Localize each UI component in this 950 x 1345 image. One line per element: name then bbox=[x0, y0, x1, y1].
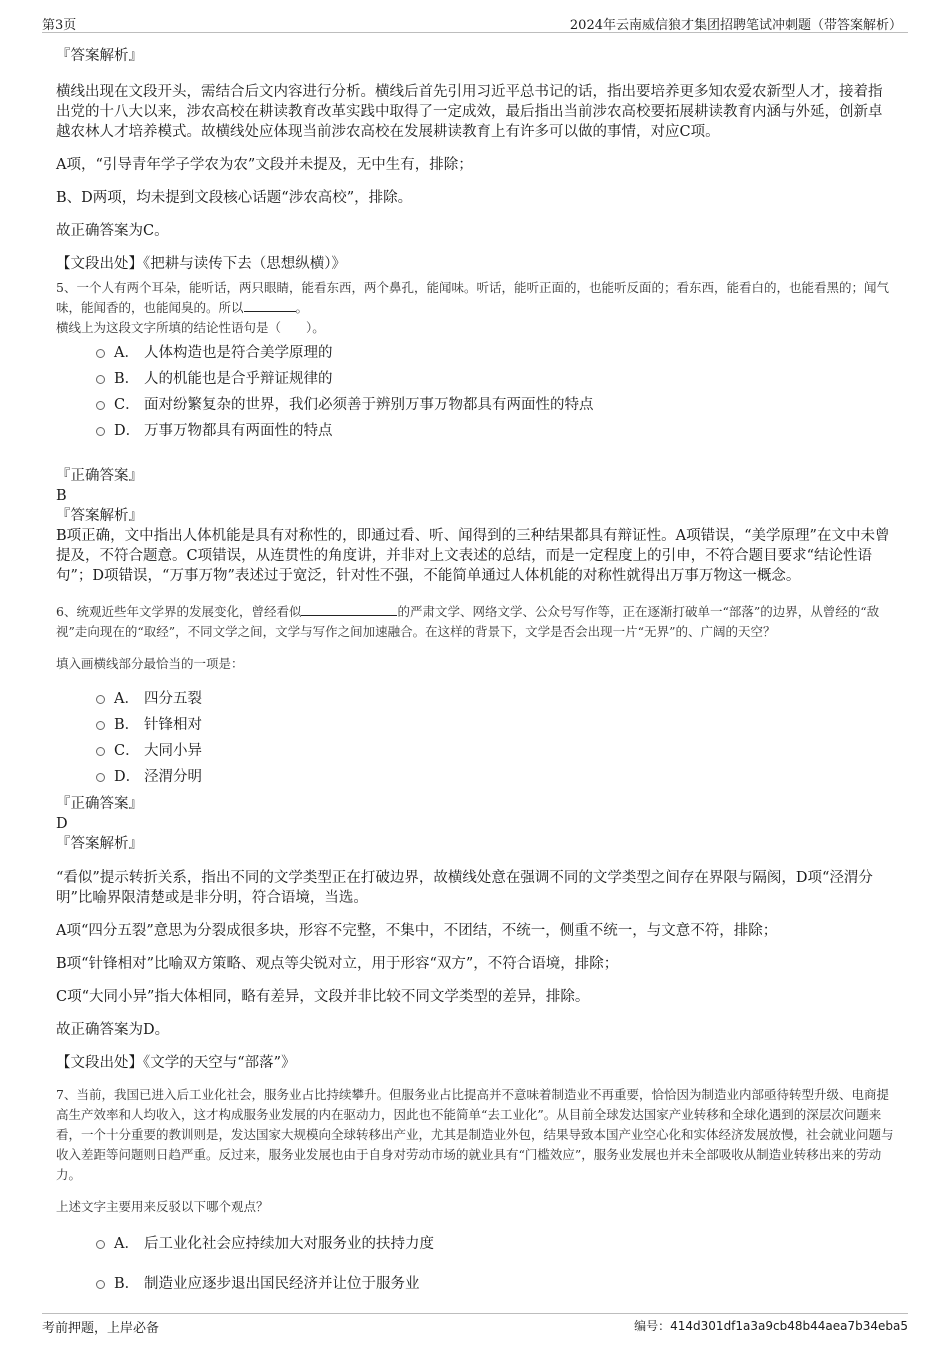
q4-analysis: 横线出现在文段开头，需结合后文内容进行分析。横线后首先引用习近平总书记的话，指出要培养更多知农爱农新型人才，接着指出党的十八大以来，涉农高校在耕读教育改革实践中取得了一定成效，最后指出当前涉农高校要拓展耕读教育内涵与外延，创新卓越农林人才培养模式。故横线处应体现当前涉农高校在发展耕读教育上有许多可以做的事情，对应C项。 bbox=[56, 84, 883, 140]
page-footer bbox=[42, 1313, 908, 1334]
page-header bbox=[42, 12, 908, 33]
q6-analysis-p2: A项“四分五裂”意思为分裂成很多块，形容不完整，不集中，不团结，不统一，侧重不统一，与文意不符，排除； bbox=[56, 923, 778, 939]
q6-stem: 6、统观近些年文学界的发展变化，曾经看似 的严肃文学、网络文学、公众号写作等，正在逐渐打破单一“部落”的边界，从曾经的“敌视”走向现在的“取经”，不同文学之间，文学与写作之间加速融合。在这样的背景下，文学是否会出现一片“无界”的、广阔的天空？ bbox=[56, 604, 880, 639]
page-number: 第3页 bbox=[42, 18, 77, 33]
radio-icon[interactable] bbox=[96, 1280, 105, 1289]
q4-analysis-p4: 故正确答案为C。 bbox=[56, 223, 169, 239]
q6-option-a[interactable]: A． 四分五裂 bbox=[56, 686, 896, 712]
q5-option-a[interactable]: A． 人体构造也是符合美学原理的 bbox=[56, 340, 896, 366]
document-title: 2024年云南威信狼才集团招聘笔试冲刺题（带答案解析） bbox=[569, 18, 902, 33]
q6-options bbox=[56, 686, 896, 790]
q6-option-c[interactable]: C． 大同小异 bbox=[56, 738, 896, 764]
q5-prompt: 横线上为这段文字所填的结论性语句是（ ）。 bbox=[56, 320, 325, 335]
radio-icon[interactable] bbox=[96, 1240, 105, 1249]
radio-icon[interactable] bbox=[96, 401, 105, 410]
q4-analysis-p2: A项，“引导青年学子学农为农”文段并未提及，无中生有，排除； bbox=[56, 157, 473, 173]
radio-icon[interactable] bbox=[96, 349, 105, 358]
q5-analysis: B项正确，文中指出人体机能是具有对称性的，即通过看、听、闻得到的三种结果都具有辩证性。A项错误，“美学原理”在文中未曾提及，不符合题意。C项错误，从连贯性的角度讲，并非对上文表述的总结，而是一定程度上的引申，不符合题目要求“结论性语句”；D项错误，“万事万物”表述过于宽泛，针对性不强，不能简单通过人体机能的对称性就得出万事万物这一概念。 bbox=[56, 528, 890, 584]
footer-slogan: 考前押题，上岸必备 bbox=[42, 1321, 160, 1336]
q4-source: 【文段出处】《把耕与读传下去（思想纵横）》 bbox=[56, 256, 346, 272]
q6-prompt: 填入画横线部分最恰当的一项是： bbox=[56, 656, 244, 671]
q5-answer-label: 『正确答案』 bbox=[56, 468, 143, 484]
q6-analysis-label: 『答案解析』 bbox=[56, 836, 143, 852]
q6-blank bbox=[301, 603, 397, 616]
q6-option-d[interactable]: D． 泾渭分明 bbox=[56, 764, 896, 790]
q6-analysis-p3: B项“针锋相对”比喻双方策略、观点等尖锐对立，用于形容“双方”，不符合语境，排除； bbox=[56, 956, 619, 972]
radio-icon[interactable] bbox=[96, 695, 105, 704]
q5-option-d[interactable]: D． 万事万物都具有两面性的特点 bbox=[56, 418, 896, 444]
q6-analysis-p5: 故正确答案为D。 bbox=[56, 1022, 170, 1038]
q6-source: 【文段出处】《文学的天空与“部落”》 bbox=[56, 1055, 296, 1071]
radio-icon[interactable] bbox=[96, 773, 105, 782]
q5-options bbox=[56, 340, 896, 444]
q7-options bbox=[56, 1231, 896, 1297]
q6-answer: D bbox=[56, 816, 68, 832]
radio-icon[interactable] bbox=[96, 375, 105, 384]
q5-answer: B bbox=[56, 488, 67, 504]
q4-analysis-label: 『答案解析』 bbox=[56, 48, 143, 64]
q6-analysis-p4: C项“大同小异”指大体相同，略有差异，文段并非比较不同文学类型的差异，排除。 bbox=[56, 989, 590, 1005]
q7-stem: 7、当前，我国已进入后工业化社会，服务业占比持续攀升。但服务业占比提高并不意味着制造业不再重要，恰恰因为制造业内部亟待转型升级、电商提高生产效率和人均收入，这才构成服务业发展的内在驱动力，因此也不能简单“去工业化”。从目前全球发达国家产业转移和全球化遇到的深层次问题来看，一个十分重要的教训则是，发达国家大规模向全球转移出产业，尤其是制造业外包，结果导致本国产业空心化和实体经济发展放慢，社会就业问题与收入差距等问题则日趋严重。反过来，服务业发展也由于自身对劳动市场的就业具有“门槛效应”，服务业发展也并未全部吸收从制造业转移出来的劳动力。 bbox=[56, 1087, 894, 1182]
q5-option-c[interactable]: C． 面对纷繁复杂的世界，我们必须善于辨别万事万物都具有两面性的特点 bbox=[56, 392, 896, 418]
q4-analysis-p3: B、D两项，均未提到文段核心话题“涉农高校”，排除。 bbox=[56, 190, 413, 206]
q7-option-a[interactable]: A． 后工业化社会应持续加大对服务业的扶持力度 bbox=[56, 1231, 896, 1257]
q5-blank bbox=[244, 299, 296, 312]
q5-analysis-label: 『答案解析』 bbox=[56, 508, 143, 524]
q5-stem: 5、一个人有两个耳朵，能听话，两只眼睛，能看东西，两个鼻孔，能闻味。听话，能听正面的，也能听反面的；看东西，能看白的，也能看黑的；闻气味，能闻香的，也能闻臭的。所以 。 bbox=[56, 280, 889, 315]
document-body bbox=[56, 38, 896, 1297]
q6-option-b[interactable]: B． 针锋相对 bbox=[56, 712, 896, 738]
q7-prompt: 上述文字主要用来反驳以下哪个观点？ bbox=[56, 1199, 269, 1214]
q6-answer-label: 『正确答案』 bbox=[56, 796, 143, 812]
radio-icon[interactable] bbox=[96, 721, 105, 730]
q7-option-b[interactable]: B． 制造业应逐步退出国民经济并让位于服务业 bbox=[56, 1271, 896, 1297]
q5-option-b[interactable]: B． 人的机能也是合乎辩证规律的 bbox=[56, 366, 896, 392]
q6-analysis: “看似”提示转折关系，指出不同的文学类型正在打破边界，故横线处意在强调不同的文学类型之间存在界限与隔阂，D项“泾渭分明”比喻界限清楚或是非分明，符合语境，当选。 bbox=[56, 870, 873, 906]
radio-icon[interactable] bbox=[96, 427, 105, 436]
document-code: 编号：414d301df1a3a9cb48b44aea7b34eba5 bbox=[634, 1319, 908, 1333]
radio-icon[interactable] bbox=[96, 747, 105, 756]
